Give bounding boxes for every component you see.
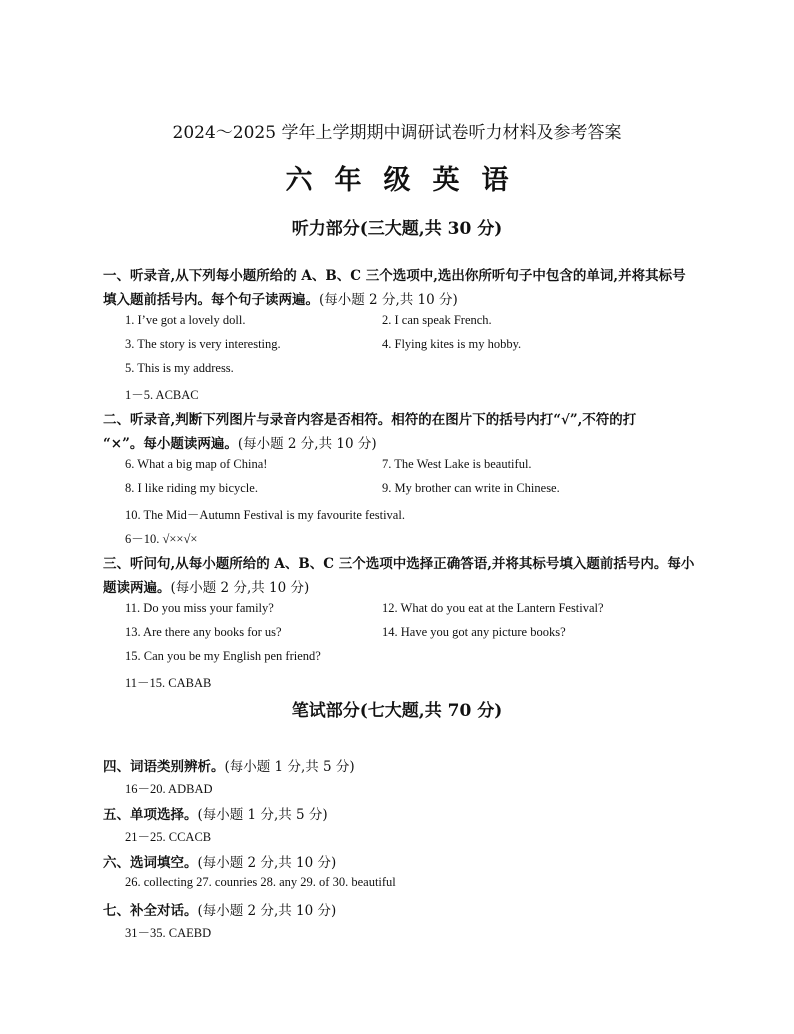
- section-3-score-note: (每小题 2 分,共 10 分): [170, 580, 310, 596]
- section-7-score-note: (每小题 2 分,共 10 分): [197, 903, 337, 919]
- listening-part-heading: 听力部分(三大题,共 30 分): [291, 219, 503, 239]
- listening-item-14: 14. Have you got any picture books?: [382, 625, 566, 639]
- section-7-answer: 31－35. CAEBD: [125, 926, 212, 940]
- listening-item-7: 7. The West Lake is beautiful.: [382, 457, 532, 471]
- section-6-answer: 26. collecting 27. counries 28. any 29. of 30. beautiful: [125, 875, 396, 889]
- section-4-score-note: (每小题 1 分,共 5 分): [224, 759, 355, 775]
- section-5-score-note: (每小题 1 分,共 5 分): [197, 807, 328, 823]
- section-2-instruction-text: “×”。每小题读两遍。: [103, 436, 238, 452]
- section-1-score-note: (每小题 2 分,共 10 分): [319, 292, 458, 308]
- listening-item-3: 3. The story is very interesting.: [125, 337, 281, 351]
- listening-item-2: 2. I can speak French.: [382, 313, 492, 327]
- section-4-answer: 16－20. ADBAD: [125, 782, 213, 796]
- listening-item-12: 12. What do you eat at the Lantern Festival?: [382, 601, 604, 615]
- listening-item-15: 15. Can you be my English pen friend?: [125, 649, 321, 663]
- section-1-instruction-line1: 一、听录音,从下列每小题所给的 A、B、C 三个选项中,选出你所听句子中包含的单词,并将其标号: [103, 268, 686, 284]
- section-1-instruction-text: 填入题前括号内。每个句子读两遍。: [103, 292, 319, 308]
- section-3-instruction-line2: [103, 576, 309, 596]
- listening-item-9: 9. My brother can write in Chinese.: [382, 481, 560, 495]
- section-2-score-note: (每小题 2 分,共 10 分): [237, 436, 377, 452]
- section-2-instruction-line2: [103, 432, 377, 452]
- section-2-answer: 6－10. √××√×: [125, 532, 198, 546]
- grade-subject-heading: 六年级英语: [285, 165, 531, 196]
- listening-item-6: 6. What a big map of China!: [125, 457, 268, 471]
- section-5-label: 五、单项选择。: [103, 807, 198, 823]
- section-5-heading: [103, 803, 328, 823]
- section-3-instruction-text: 题读两遍。: [103, 580, 171, 596]
- writing-part-heading: 笔试部分(七大题,共 70 分): [291, 701, 503, 721]
- section-6-heading: [103, 851, 336, 871]
- listening-item-1: 1. I’ve got a lovely doll.: [125, 313, 246, 327]
- section-2-instruction-line1: 二、听录音,判断下列图片与录音内容是否相符。相符的在图片下的括号内打“√”,不符的打: [103, 412, 637, 428]
- section-3-answer: 11－15. CABAB: [125, 676, 212, 690]
- listening-item-13: 13. Are there any books for us?: [125, 625, 282, 639]
- listening-item-11: 11. Do you miss your family?: [125, 601, 274, 615]
- section-7-heading: [103, 899, 336, 919]
- listening-item-10: 10. The Mid－Autumn Festival is my favourite festival.: [125, 508, 405, 522]
- section-6-score-note: (每小题 2 分,共 10 分): [197, 855, 337, 871]
- section-4-label: 四、词语类别辨析。: [103, 759, 225, 775]
- document-title: 2024～2025 学年上学期期中调研试卷听力材料及参考答案: [172, 123, 622, 143]
- section-4-heading: [103, 755, 355, 775]
- section-3-instruction-line1: 三、听问句,从每小题所给的 A、B、C 三个选项中选择正确答语,并将其标号填入题前括号内。每小: [103, 556, 695, 572]
- listening-item-5: 5. This is my address.: [125, 361, 234, 375]
- section-6-label: 六、选词填空。: [103, 855, 198, 871]
- section-1-instruction-line2: [103, 288, 458, 308]
- section-1-answer: 1－5. ACBAC: [125, 388, 199, 402]
- section-5-answer: 21－25. CCACB: [125, 830, 212, 844]
- listening-item-8: 8. I like riding my bicycle.: [125, 481, 258, 495]
- section-7-label: 七、补全对话。: [103, 903, 198, 919]
- listening-item-4: 4. Flying kites is my hobby.: [382, 337, 522, 351]
